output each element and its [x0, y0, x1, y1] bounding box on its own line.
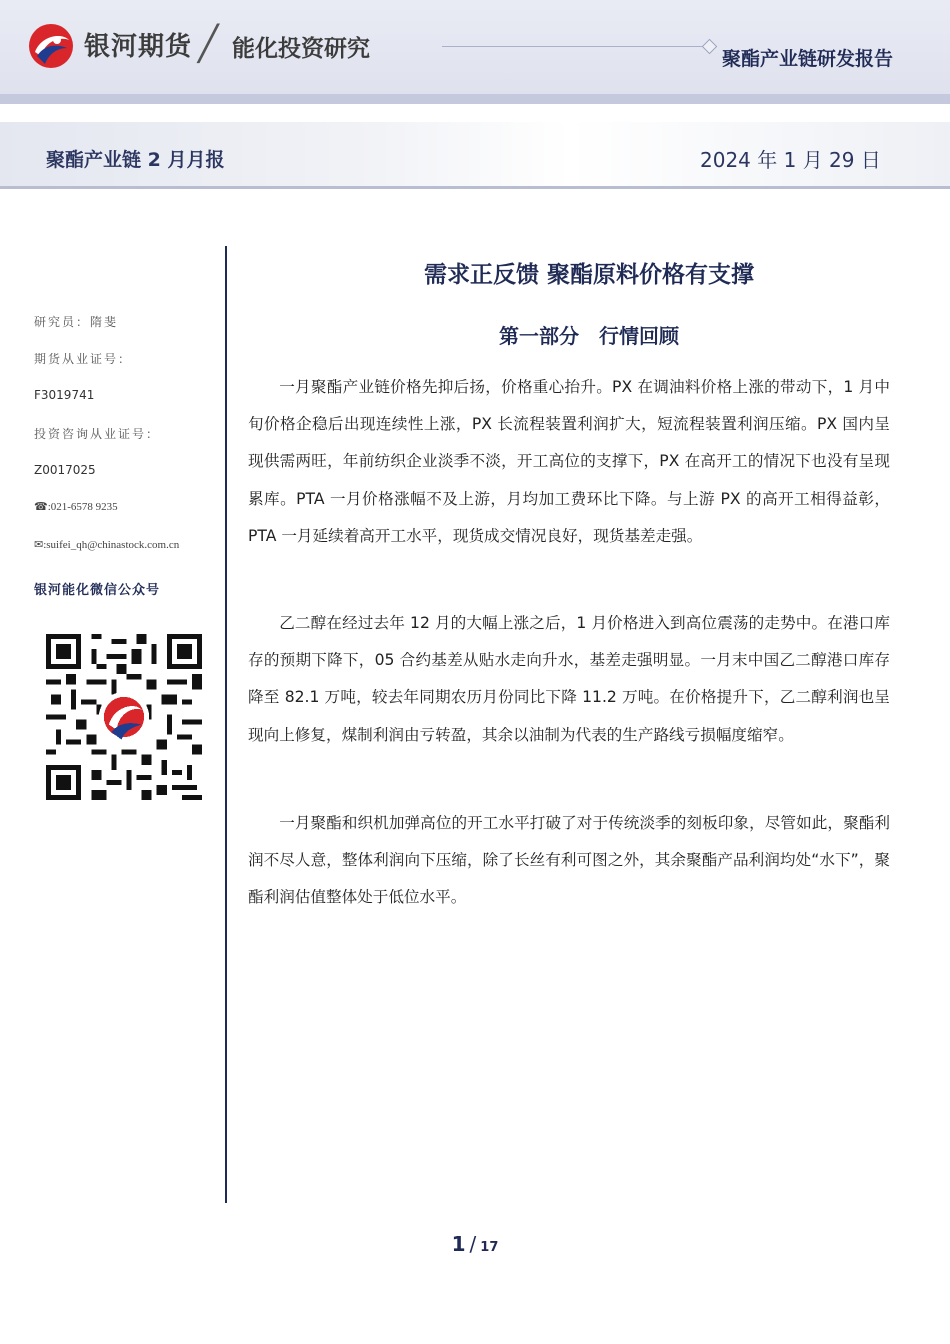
researcher-name: 研究员：隋斐 [34, 315, 119, 329]
header-band [0, 94, 950, 104]
paragraph-3: 一月聚酯和织机加弹高位的开工水平打破了对于传统淡季的刻板印象，尽管如此，聚酯利润不尽人意，整体利润向下压缩，除了长丝有利可图之外，其余聚酯产品利润均处“水下”，聚酯利润估值整体处于低位水平。 [248, 814, 890, 907]
paragraph-1: 一月聚酯产业链价格先抑后扬，价格重心抬升。PX 在调油料价格上涨的带动下，1 月中旬价格企稳后出现连续性上涨，PX 长流程装置利润扩大，短流程装置利润压缩。PX 国内呈现供需两旺，年前纺织企业淡季不淡，开工高位的支撑下，PX 在高开工的情况下也没有呈现累库。PTA 一月价格涨幅不及上游，月均加工费环比下降。与上游 PX 的高开工相得益彰，PTA 一月延续着高开工水平，现货成交情况良好，现货基差走强。 [248, 378, 890, 545]
consult-license-label: 投资咨询从业证号： [34, 427, 161, 441]
page-separator: / [469, 1232, 477, 1256]
phone-number: ☎:021-6578 9235 [34, 501, 118, 513]
wechat-label: 银河能化微信公众号 [34, 583, 161, 598]
section-title: 第一部分 行情回顾 [499, 324, 679, 348]
report-type: 聚酯产业链研发报告 [722, 48, 894, 70]
futures-license-number: F3019741 [34, 388, 95, 402]
brand-slash-divider: ╱ [198, 24, 219, 64]
report-title: 需求正反馈 聚酯原料价格有支撑 [423, 262, 754, 288]
paragraph-2: 乙二醇在经过去年 12 月的大幅上涨之后，1 月价格进入到高位震荡的走势中。在港口库存的预期下降下，05 合约基差从贴水走向升水，基差走强明显。一月末中国乙二醇港口库存降至 82.1 万吨，较去年同期农历月份同比下降 11.2 万吨。在价格提升下，乙二醇利润也呈现向上修复，煤制利润由亏转盈，其余以油制为代表的生产路线亏损幅度缩窄。 [248, 614, 890, 744]
brand-name: 银河期货 [84, 32, 193, 62]
consult-license-number: Z0017025 [34, 463, 96, 477]
division-name: 能化投资研究 [232, 36, 370, 62]
galaxy-futures-logo-icon [27, 22, 75, 70]
subheader-underline [0, 186, 950, 189]
current-page: 1 [451, 1232, 466, 1256]
email-address: ✉:suifei_qh@chinastock.com.cn [34, 539, 180, 551]
report-name: 聚酯产业链 2 月月报 [46, 149, 225, 171]
futures-license-label: 期货从业证号： [34, 352, 133, 366]
qr-code-icon [46, 634, 202, 800]
report-date: 2024 年 1 月 29 日 [700, 148, 881, 172]
total-pages: 17 [480, 1240, 499, 1255]
sidebar-divider [225, 246, 227, 1203]
page-number [0, 1232, 950, 1256]
header-decor-line [442, 46, 706, 47]
